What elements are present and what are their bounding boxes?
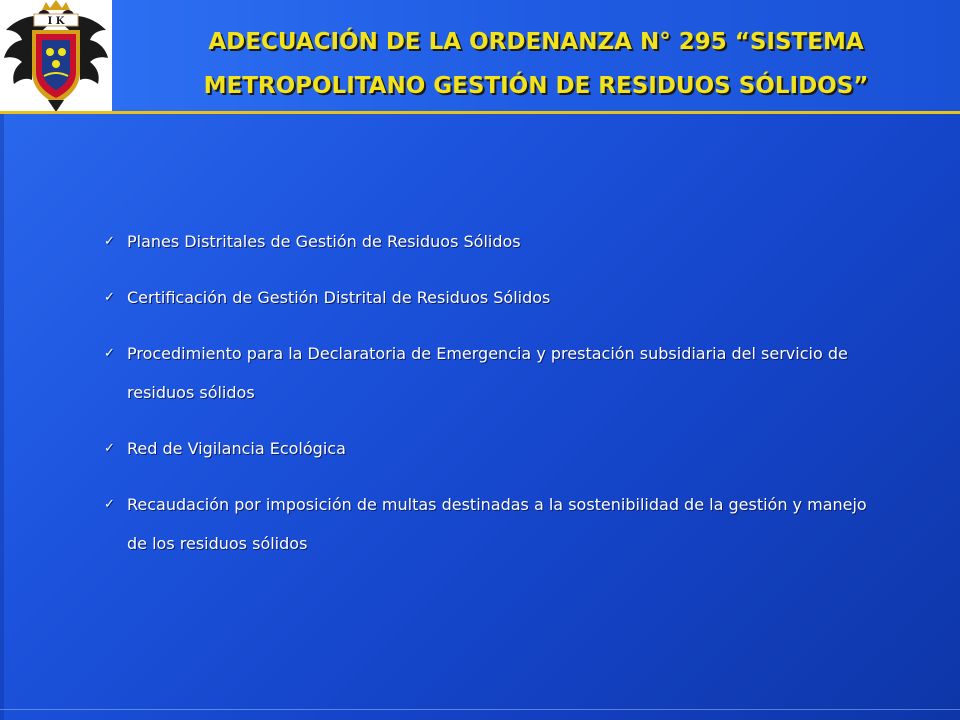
crest-letters: I K [47, 16, 65, 27]
coat-of-arms-icon [0, 0, 112, 113]
checkmark-icon: ✓ [104, 290, 115, 305]
list-item [100, 485, 880, 563]
list-item [100, 334, 880, 412]
list-item-text: Red de Vigilancia Ecológica [127, 439, 346, 458]
title-line-1: ADECUACIÓN DE LA ORDENANZA N° 295 “SISTEMA [208, 29, 864, 55]
header-divider [0, 111, 960, 114]
checkmark-icon: ✓ [104, 441, 115, 456]
list-item [100, 222, 880, 261]
checkmark-icon: ✓ [104, 234, 115, 249]
list-item [100, 429, 880, 468]
list-item-text: Certificación de Gestión Distrital de Residuos Sólidos [127, 288, 551, 307]
footer-divider [0, 709, 960, 710]
bullet-list [100, 222, 880, 580]
title-line-2: METROPOLITANO GESTIÓN DE RESIDUOS SÓLIDOS” [203, 73, 869, 99]
left-edge-shade [0, 114, 4, 720]
checkmark-icon: ✓ [104, 497, 115, 512]
list-item-text: Recaudación por imposición de multas destinadas a la sostenibilidad de la gestión y manejo de los residuos sólidos [127, 495, 867, 553]
list-item [100, 278, 880, 317]
list-item-text: Procedimiento para la Declaratoria de Emergencia y prestación subsidiaria del servicio de residuos sólidos [127, 344, 848, 402]
crest-container [0, 0, 112, 113]
list-item-text: Planes Distritales de Gestión de Residuos Sólidos [127, 232, 521, 251]
title-area [112, 0, 960, 111]
checkmark-icon: ✓ [104, 346, 115, 361]
page-title [112, 20, 960, 108]
